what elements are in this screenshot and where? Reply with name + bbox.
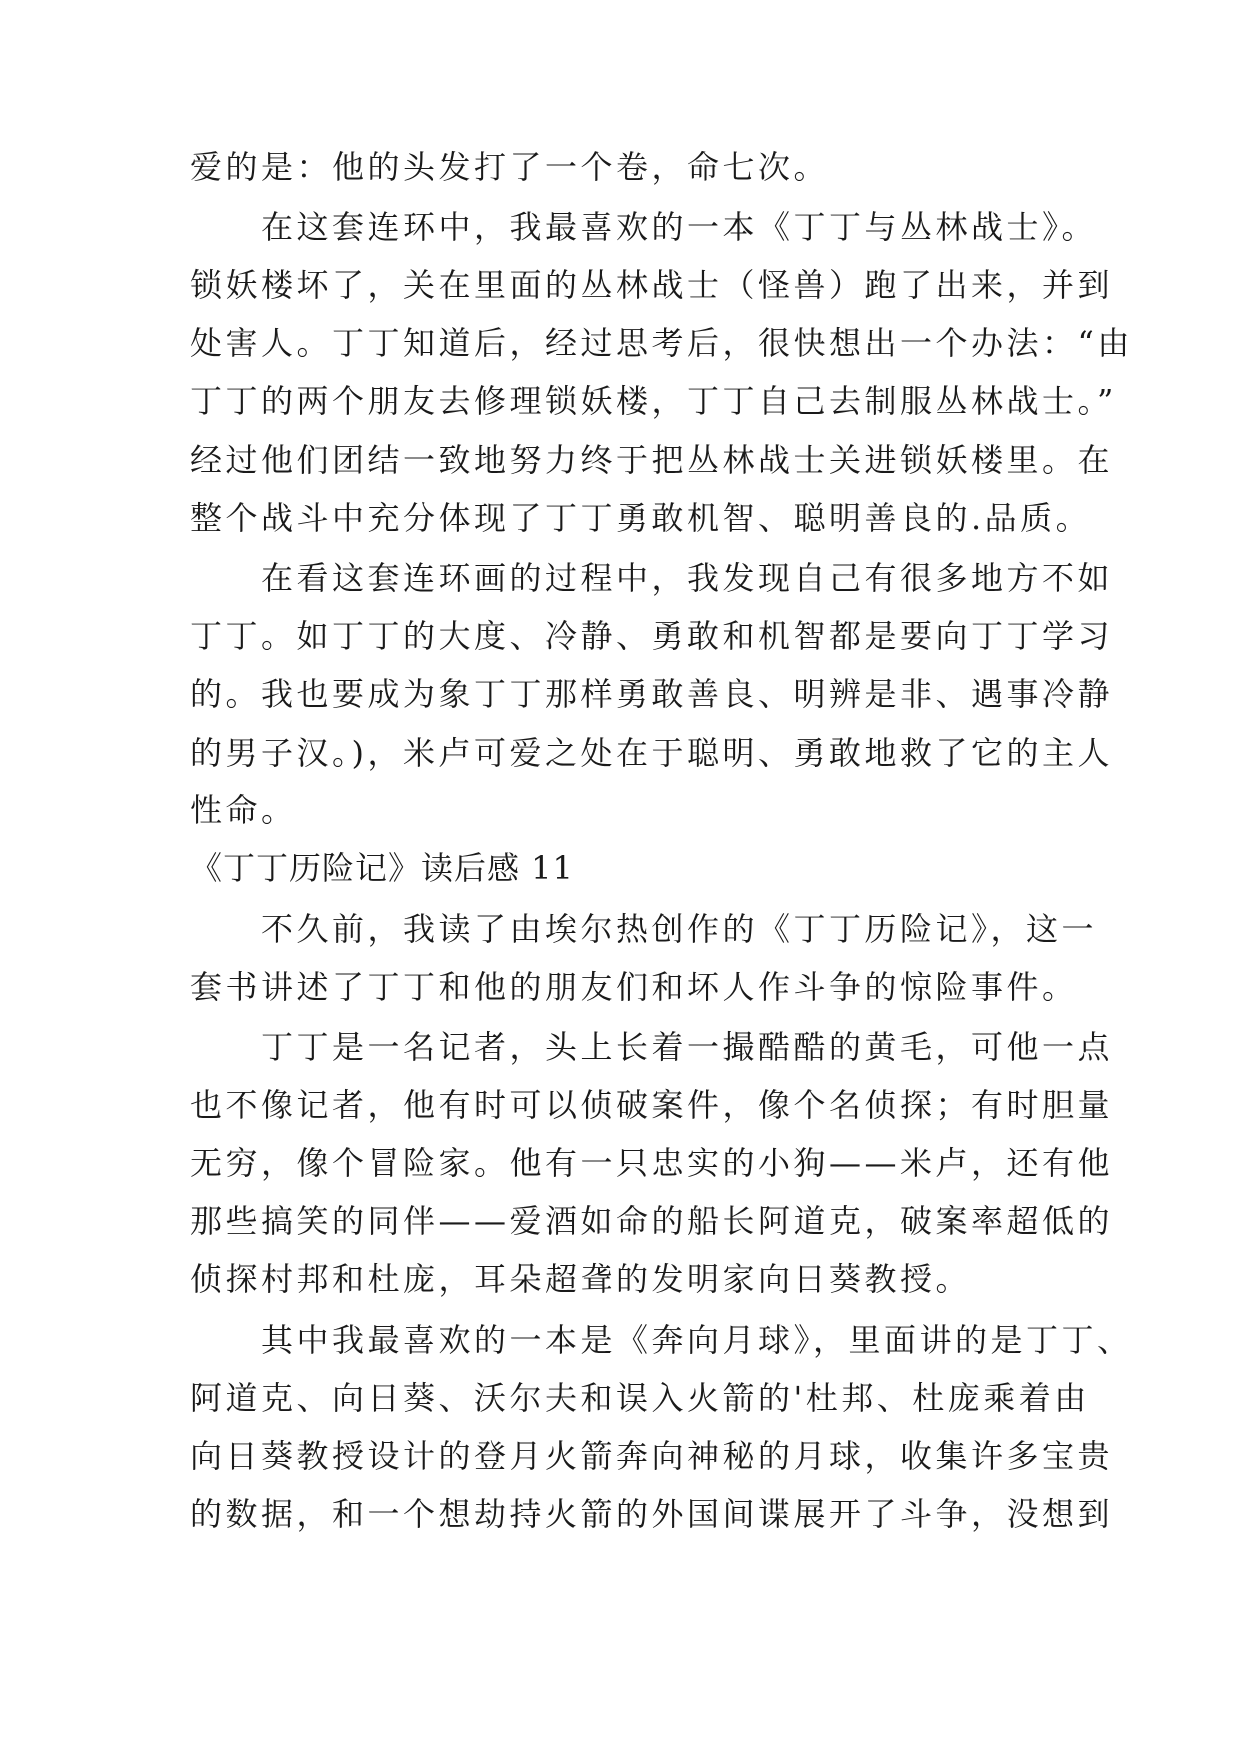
text-line: 阿道克、向日葵、沃尔夫和误入火箭的'杜邦、杜庞乘着由 (190, 1379, 1090, 1417)
text-line: 爱的是：他的头发打了一个卷，命七次。 (190, 148, 830, 186)
text-line: 整个战斗中充分体现了丁丁勇敢机智、聪明善良的.品质。 (190, 499, 1092, 537)
text-line: 在看这套连环画的过程中，我发现自己有很多地方不如 (190, 559, 1114, 597)
text-line: 丁丁。如丁丁的大度、冷静、勇敢和机智都是要向丁丁学习 (190, 617, 1114, 655)
text-line: 向日葵教授设计的登月火箭奔向神秘的月球，收集许多宝贵 (190, 1437, 1114, 1475)
text-line: 不久前，我读了由埃尔热创作的《丁丁历险记》，这一 (190, 910, 1098, 948)
text-line: 在这套连环中，我最喜欢的一本《丁丁与丛林战士》。 (190, 208, 1098, 246)
text-line: 也不像记者，他有时可以侦破案件，像个名侦探；有时胆量 (190, 1086, 1114, 1124)
text-line: 丁丁是一名记者，头上长着一撮酷酷的黄毛，可他一点 (190, 1028, 1114, 1066)
text-line: 的数据，和一个想劫持火箭的外国间谍展开了斗争，没想到 (190, 1495, 1114, 1533)
text-line: 的。我也要成为象丁丁那样勇敢善良、明辨是非、遇事冷静 (190, 675, 1114, 713)
text-line: 丁丁的两个朋友去修理锁妖楼，丁丁自己去制服丛林战士。” (190, 382, 1117, 420)
text-line: 套书讲述了丁丁和他的朋友们和坏人作斗争的惊险事件。 (190, 968, 1078, 1006)
text-line: 那些搞笑的同伴——爱酒如命的船长阿道克，破案率超低的 (190, 1202, 1114, 1240)
section-heading: 《丁丁历险记》读后感 11 (190, 849, 574, 887)
text-line: 侦探村邦和杜庞，耳朵超聋的发明家向日葵教授。 (190, 1260, 972, 1298)
text-line: 锁妖楼坏了，关在里面的丛林战士（怪兽）跑了出来，并到 (190, 266, 1114, 304)
text-line: 处害人。丁丁知道后，经过思考后，很快想出一个办法：“由 (190, 324, 1133, 362)
text-line: 其中我最喜欢的一本是《奔向月球》，里面讲的是丁丁、 (190, 1321, 1133, 1359)
text-line: 性命。 (190, 791, 297, 829)
text-line: 经过他们团结一致地努力终于把丛林战士关进锁妖楼里。在 (190, 441, 1114, 479)
text-line: 的男子汉。)，米卢可爱之处在于聪明、勇敢地救了它的主人 (190, 734, 1113, 772)
text-line: 无穷，像个冒险家。他有一只忠实的小狗——米卢，还有他 (190, 1144, 1114, 1182)
